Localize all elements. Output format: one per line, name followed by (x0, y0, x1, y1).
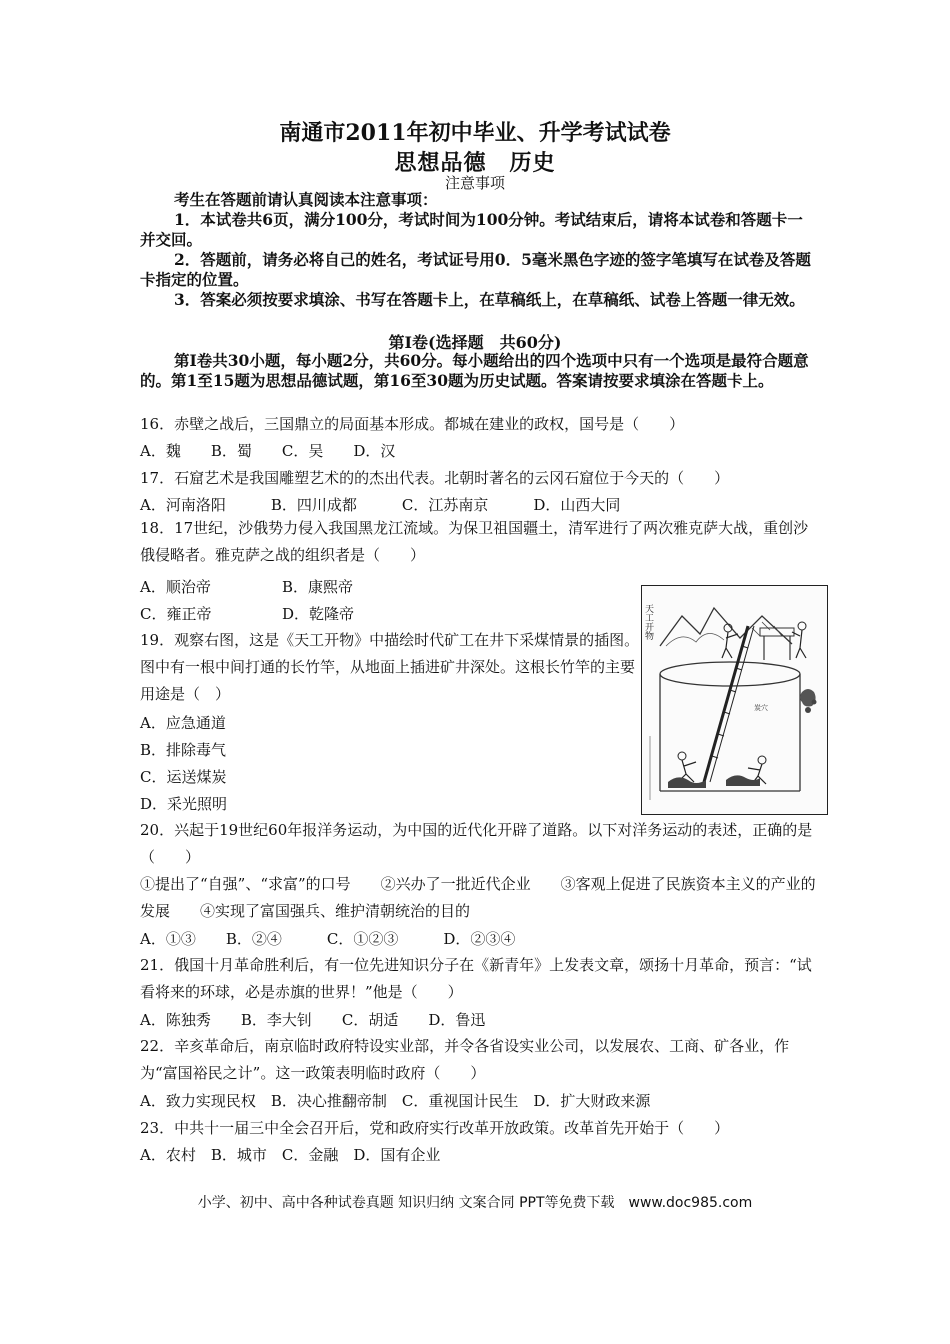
question-20-stem: 20．兴起于19世纪60年报洋务运动，为中国的近代化开辟了道路。以下对洋务运动的表述，正确的是（ ） (140, 821, 813, 866)
notice-item-1: 1．本试卷共6页，满分100分，考试时间为100分钟。考试结束后，请将本试卷和答题卡一并交回。 (140, 210, 803, 249)
question-23-stem: 23．中共十一届三中全会召开后，党和政府实行改革开放政策。改革首先开始于（ ） (140, 1119, 730, 1137)
question-18-option-b: B．康熙帝 (282, 578, 354, 596)
notice-item-2: 2．答题前，请务必将自己的姓名，考试证号用0．5毫米黑色字迹的签字笔填写在试卷及答题卡指定的位置。 (140, 250, 811, 289)
coal-mining-illustration (641, 585, 828, 815)
question-20-statements: ①提出了“自强”、“求富”的口号 ②兴办了一批近代企业 ③客观上促进了民族资本主义的产业的发展 ④实现了富国强兵、维护清朝统治的目的 (140, 875, 816, 920)
question-22-options: A．致力实现民权 B．决心推翻帝制 C．重视国计民生 D．扩大财政来源 (140, 1092, 651, 1110)
question-19-option-c: C．运送煤炭 (140, 768, 227, 786)
exam-subject: 思想品德 历史 (394, 150, 556, 176)
question-21-options: A．陈独秀 B．李大钊 C．胡适 D．鲁迅 (140, 1011, 486, 1029)
question-17-options: A．河南洛阳 B．四川成都 C．江苏南京 D．山西大同 (140, 496, 621, 514)
notice-intro: 考生在答题前请认真阅读本注意事项： (174, 190, 438, 209)
question-20-options: A．①③ B．②④ C．①②③ D．②③④ (140, 930, 516, 948)
question-18-option-d: D．乾隆帝 (282, 605, 355, 623)
svg-text:炭穴: 炭穴 (754, 704, 768, 712)
question-18-stem: 18．17世纪，沙俄势力侵入我国黑龙江流域。为保卫祖国疆土，清军进行了两次雅克萨大战，重创沙俄侵略者。雅克萨之战的组织者是（ ） (140, 519, 809, 564)
question-18-option-a: A．顺治帝 (140, 578, 211, 596)
question-22-stem: 22．辛亥革命后，南京临时政府特设实业部，并令各省设实业公司，以发展农、工商、矿各业，作为“富国裕民之计”。这一政策表明临时政府（ ） (140, 1037, 790, 1082)
question-19-option-d: D．采光照明 (140, 795, 228, 813)
figure-caption: 天工开物 (643, 604, 653, 640)
section-instructions: 第Ⅰ卷共30小题，每小题2分，共60分。每小题给出的四个选项中只有一个选项是最符合题意的。第1至15题为思想品德试题，第16至30题为历史试题。答案请按要求填涂在答题卡上。 (140, 351, 809, 390)
question-19-option-a: A．应急通道 (140, 714, 226, 732)
question-18-option-c: C．雍正帝 (140, 605, 212, 623)
footer-watermark: 小学、初中、高中各种试卷真题 知识归纳 文案合同 PPT等免费下载 www.doc985.com (197, 1195, 753, 1211)
question-16-stem: 16．赤壁之战后，三国鼎立的局面基本形成。都城在建业的政权，国号是（ ） (140, 415, 685, 433)
notice-item-3: 3．答案必须按要求填涂、书写在答题卡上，在草稿纸上，在草稿纸、试卷上答题一律无效。 (174, 290, 805, 309)
question-23-options: A．农村 B．城市 C．金融 D．国有企业 (140, 1146, 441, 1164)
exam-title: 南通市2011年初中毕业、升学考试试卷 (279, 120, 671, 146)
question-16-options: A．魏 B．蜀 C．吴 D．汉 (140, 442, 396, 460)
question-19-option-b: B．排除毒气 (140, 741, 227, 759)
question-17-stem: 17．石窟艺术是我国雕塑艺术的的杰出代表。北朝时著名的云冈石窟位于今天的（ ） (140, 469, 730, 487)
question-19-stem: 19．观察右图，这是《天工开物》中描绘时代矿工在井下采煤情景的插图。图中有一根中间打通的长竹竿，从地面上插进矿井深处。这根长竹竿的主要用途是（ ） (140, 631, 640, 703)
question-21-stem: 21．俄国十月革命胜利后，有一位先进知识分子在《新青年》上发表文章，颂扬十月革命，预言：“试看将来的环球，必是赤旗的世界！”他是（ ） (140, 956, 812, 1001)
notice-heading: 注意事项 (444, 174, 505, 192)
section-heading: 第Ⅰ卷(选择题 共60分) (388, 333, 562, 352)
